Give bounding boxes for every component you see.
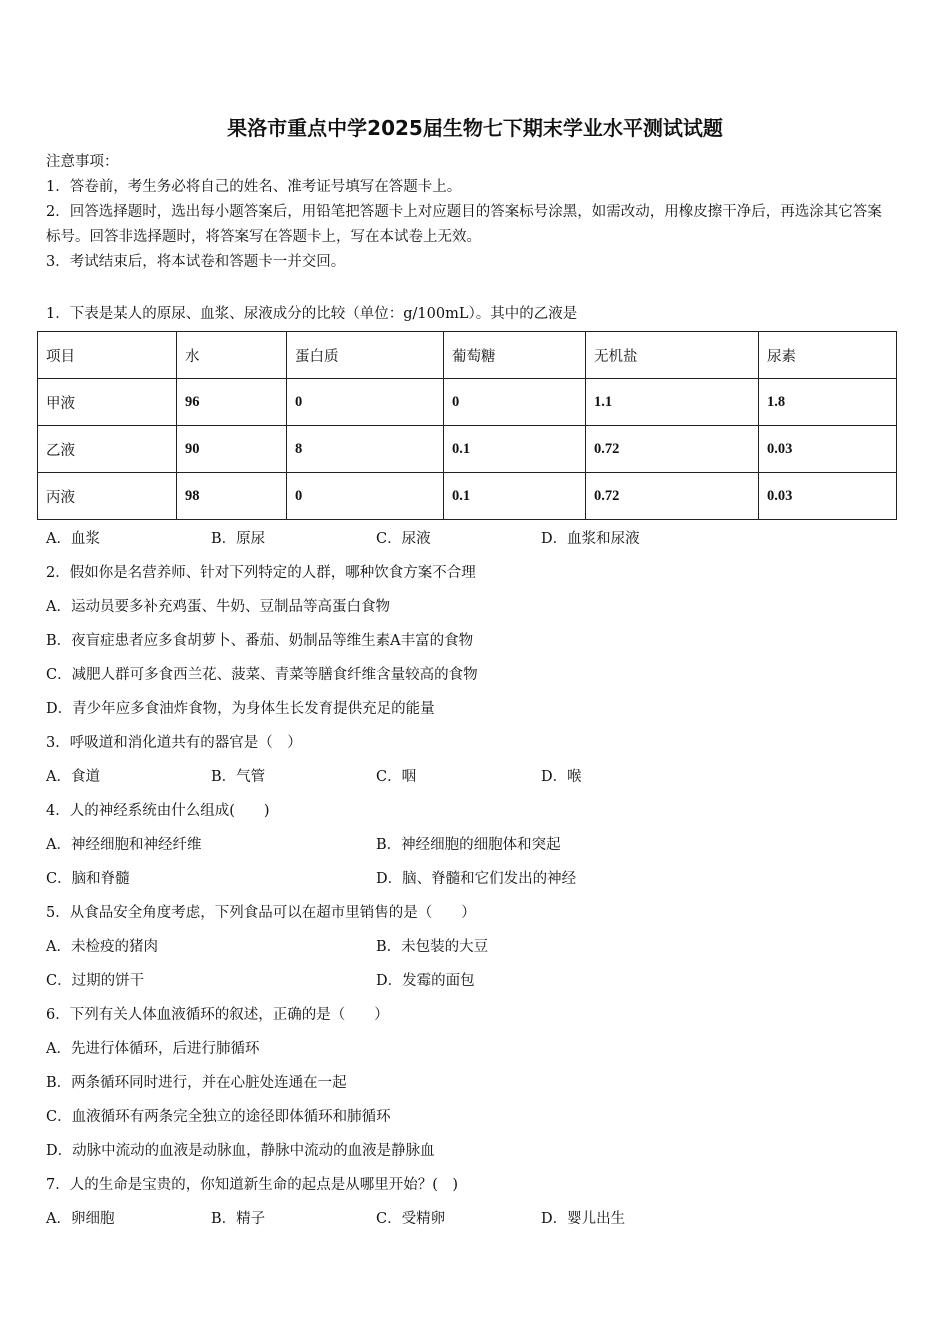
option-d[interactable]: D．青少年应多食油炸食物，为身体生长发育提供充足的能量 bbox=[46, 701, 435, 717]
table-header-cell: 尿素 bbox=[759, 332, 897, 379]
question-stem: 1．下表是某人的原尿、血浆、尿液成分的比较（单位：g/100mL）。其中的乙液是 bbox=[46, 306, 578, 322]
notice-item: 3．考试结束后，将本试卷和答题卡一并交回。 bbox=[46, 254, 346, 270]
option-d[interactable]: D．脑、脊髓和它们发出的神经 bbox=[376, 871, 577, 887]
options-row bbox=[46, 765, 706, 786]
option-b[interactable]: B．气管 bbox=[211, 769, 266, 785]
option-c[interactable]: C．尿液 bbox=[376, 531, 431, 547]
option-a[interactable]: A．神经细胞和神经纤维 bbox=[46, 837, 202, 853]
composition-table bbox=[37, 331, 897, 520]
table-cell: 0.72 bbox=[586, 426, 759, 473]
option-c[interactable]: C．脑和脊髓 bbox=[46, 871, 130, 887]
option-d[interactable]: D．发霉的面包 bbox=[376, 973, 475, 989]
table-cell: 96 bbox=[177, 379, 287, 426]
option-b[interactable]: B．原尿 bbox=[211, 531, 266, 547]
options-row bbox=[46, 867, 706, 888]
option-b[interactable]: B．夜盲症患者应多食胡萝卜、番茄、奶制品等维生素A丰富的食物 bbox=[46, 633, 474, 649]
options-row bbox=[46, 969, 706, 990]
option-c[interactable]: C．血液循环有两条完全独立的途径即体循环和肺循环 bbox=[46, 1109, 391, 1125]
options-row bbox=[46, 1207, 706, 1228]
table-cell: 1.1 bbox=[586, 379, 759, 426]
table-cell: 8 bbox=[287, 426, 444, 473]
option-c[interactable]: C．受精卵 bbox=[376, 1211, 446, 1227]
notice-heading: 注意事项： bbox=[46, 154, 119, 170]
question-stem: 4．人的神经系统由什么组成( ) bbox=[46, 803, 270, 819]
option-b[interactable]: B．两条循环同时进行，并在心脏处连通在一起 bbox=[46, 1075, 347, 1091]
option-d[interactable]: D．血浆和尿液 bbox=[541, 531, 640, 547]
options-row bbox=[46, 935, 706, 956]
question-stem: 5．从食品安全角度考虑，下列食品可以在超市里销售的是（ ） bbox=[46, 905, 476, 921]
table-cell: 乙液 bbox=[38, 426, 177, 473]
question-stem: 3．呼吸道和消化道共有的器官是（ ） bbox=[46, 735, 302, 751]
option-a[interactable]: A．运动员要多补充鸡蛋、牛奶、豆制品等高蛋白食物 bbox=[46, 599, 390, 615]
page-title: 果洛市重点中学2025届生物七下期末学业水平测试试题 bbox=[227, 116, 723, 140]
table-cell: 0.72 bbox=[586, 473, 759, 520]
options-row bbox=[46, 527, 706, 548]
table-cell: 0 bbox=[287, 473, 444, 520]
table-row bbox=[38, 379, 897, 426]
table-cell: 0.03 bbox=[759, 426, 897, 473]
table-cell: 0.1 bbox=[444, 426, 586, 473]
question-stem: 2．假如你是名营养师、针对下列特定的人群，哪种饮食方案不合理 bbox=[46, 565, 476, 581]
notice-item: 2．回答选择题时，选出每小题答案后，用铅笔把答题卡上对应题目的答案标号涂黑，如需改动，用橡皮擦干净后，再选涂其它答案标号。回答非选择题时，将答案写在答题卡上，写在本试卷上无效。 bbox=[46, 204, 882, 245]
option-a[interactable]: A．先进行体循环，后进行肺循环 bbox=[46, 1041, 260, 1057]
question-stem: 6．下列有关人体血液循环的叙述，正确的是（ ） bbox=[46, 1007, 389, 1023]
option-b[interactable]: B．精子 bbox=[211, 1211, 266, 1227]
table-cell: 1.8 bbox=[759, 379, 897, 426]
notice-item: 1．答卷前，考生务必将自己的姓名、准考证号填写在答题卡上。 bbox=[46, 179, 462, 195]
table-cell: 90 bbox=[177, 426, 287, 473]
table-cell: 丙液 bbox=[38, 473, 177, 520]
table-cell: 98 bbox=[177, 473, 287, 520]
table-row bbox=[38, 473, 897, 520]
option-b[interactable]: B．神经细胞的细胞体和突起 bbox=[376, 837, 561, 853]
option-a[interactable]: A．血浆 bbox=[46, 531, 100, 547]
table-cell: 甲液 bbox=[38, 379, 177, 426]
option-b[interactable]: B．未包装的大豆 bbox=[376, 939, 489, 955]
option-c[interactable]: C．减肥人群可多食西兰花、菠菜、青菜等膳食纤维含量较高的食物 bbox=[46, 667, 478, 683]
option-d[interactable]: D．动脉中流动的血液是动脉血，静脉中流动的血液是静脉血 bbox=[46, 1143, 435, 1159]
table-cell: 0.1 bbox=[444, 473, 586, 520]
option-d[interactable]: D．婴儿出生 bbox=[541, 1211, 626, 1227]
notice-section bbox=[46, 150, 896, 275]
option-c[interactable]: C．咽 bbox=[376, 769, 417, 785]
option-a[interactable]: A．未检疫的猪肉 bbox=[46, 939, 158, 955]
table-header-cell: 无机盐 bbox=[586, 332, 759, 379]
option-a[interactable]: A．食道 bbox=[46, 769, 100, 785]
table-header-cell: 水 bbox=[177, 332, 287, 379]
table-cell: 0 bbox=[444, 379, 586, 426]
table-header-cell: 项目 bbox=[38, 332, 177, 379]
question-stem: 7．人的生命是宝贵的，你知道新生命的起点是从哪里开始？( ) bbox=[46, 1177, 459, 1193]
options-row bbox=[46, 833, 706, 854]
table-header-cell: 葡萄糖 bbox=[444, 332, 586, 379]
table-cell: 0 bbox=[287, 379, 444, 426]
option-c[interactable]: C．过期的饼干 bbox=[46, 973, 145, 989]
table-header-cell: 蛋白质 bbox=[287, 332, 444, 379]
option-d[interactable]: D．喉 bbox=[541, 769, 582, 785]
table-row bbox=[38, 426, 897, 473]
table-cell: 0.03 bbox=[759, 473, 897, 520]
table-header-row bbox=[38, 332, 897, 379]
option-a[interactable]: A．卵细胞 bbox=[46, 1211, 115, 1227]
